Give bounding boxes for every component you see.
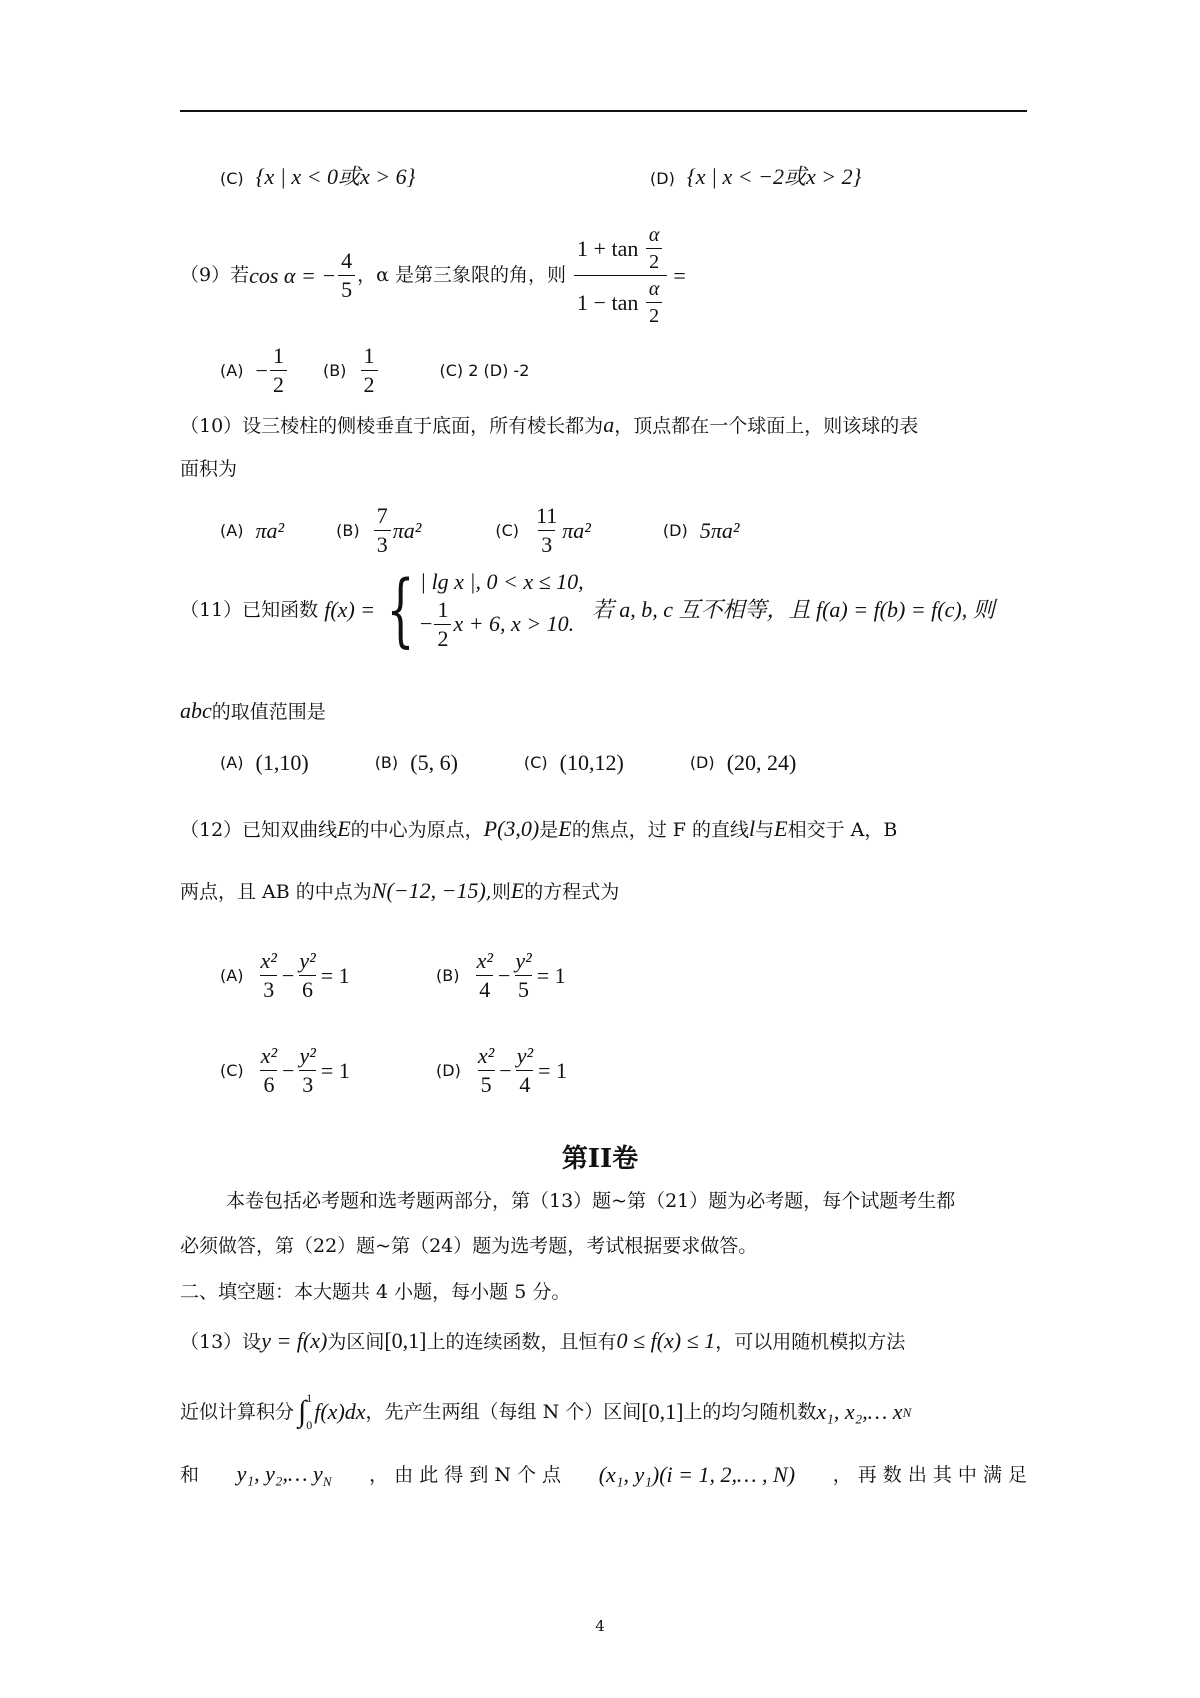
fill-in-heading: 二、填空题：本大题共 4 小题，每小题 5 分。 <box>180 1281 571 1303</box>
header-rule <box>180 110 1027 112</box>
q12-option-a: (A) $\frac{\text{x²}}{3}$ − $\frac{\text{y²}}{6}$ = 1 <box>220 948 350 1002</box>
q10-options: (A) πa² (B) $\frac{7}{3}$ πa² (C) $\frac{11}{3}$ πa² (D) 5πa² <box>220 503 740 557</box>
section-intro-line2: 必须做答，第（22）题~第（24）题为选考题，考试根据要求做答。 <box>180 1235 758 1257</box>
q13-line2: 近似计算积分 ∫ 1 0 f(x)dx ，先产生两组（每组 N 个）区间 [0,1] 上的均匀随机数 x₁, x₂,… x N <box>180 1391 912 1433</box>
q12-option-b: (B) $\frac{\text{x²}}{4}$ − $\frac{\text{y²}}{5}$ = 1 <box>436 948 566 1002</box>
q12-option-d: (D) $\frac{\text{x²}}{5}$ − $\frac{\text{y²}}{4}$ = 1 <box>436 1043 567 1097</box>
q13-line3: 和 y₁, y₂,… $y_N$ ， 由 此 得 到 N 个 点 (x₁, y₁)(i = 1, 2,… , N) ， 再 数 出 其 中 满 足 <box>180 1461 1027 1489</box>
q12-option-c: (C) $\frac{\text{x²}}{6}$ − $\frac{\text{y²}}{3}$ = 1 <box>220 1043 350 1097</box>
q12-stem-line1: （12）已知双曲线E的中心为原点，P(3,0)是E的焦点，过 F 的直线l与E相交于 A，B <box>180 816 898 841</box>
q9-stem: （9）若 cos α = − $\frac{4}{5}$ ，α 是第三象限的角，则 1 + tan $\frac{\alpha}{2}$ 1 − tan $\frac{\alpha}{2}$ = <box>180 224 686 327</box>
q12-stem-line2: 两点，且 AB 的中点为N(−12, −15),则E的方程式为 <box>180 878 620 903</box>
q8-option-c: (C) {x | x < 0或x > 6} <box>220 164 416 189</box>
q8-option-d: (D) {x | x < −2或x > 2} <box>650 164 862 189</box>
q10-stem-line1: （10）设三棱柱的侧棱垂直于底面，所有棱长都为a，顶点都在一个球面上，则该球的表 <box>180 412 919 437</box>
q11-stem-line2: abc的取值范围是 <box>180 698 326 723</box>
q11-options: (A) (1,10) (B) (5, 6) (C) (10,12) (D) (20, 24) <box>220 750 797 775</box>
q13-line1: （13）设y = f(x)为区间[0,1]上的连续函数，且恒有0 ≤ f(x) ≤ 1，可以用随机模拟方法 <box>180 1328 906 1353</box>
section-title: 第II卷 <box>561 1144 639 1174</box>
page-number: 4 <box>595 1617 605 1635</box>
q9-options: (A) − $\frac{1}{2}$ (B) $\frac{1}{2}$ (C) 2 (D) -2 <box>220 343 530 397</box>
section-intro-line1: 本卷包括必考题和选考题两部分，第（13）题~第（21）题为必考题，每个试题考生都 <box>226 1190 956 1212</box>
q10-stem-line2: 面积为 <box>180 458 238 480</box>
q11-stem: （11）已知函数 f(x) = { | lg x |, 0 < x ≤ 10, − $\frac{1}{2}$ x + 6, x > 10. 若 a, b, c 互不相等，且 f(a) = f(b) = f(c), 则 <box>180 563 995 656</box>
